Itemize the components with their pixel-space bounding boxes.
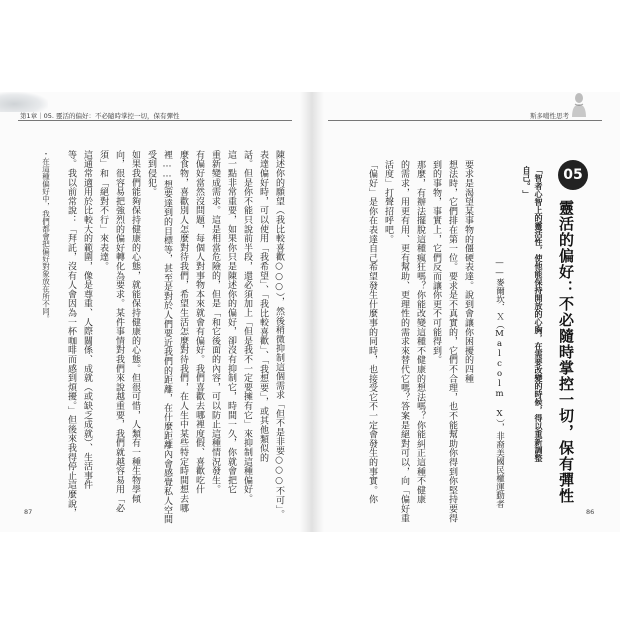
body-line: 活度」打聲招呼吧。 xyxy=(383,160,393,244)
body-line: 那麼，有辦法擺脫這種瘋狂嗎？你能改變這種不健康的想法嗎？你能糾正這種不健康 xyxy=(415,160,425,505)
body-line: 陳述你的願望（我比較喜歡○○○），然後稍微抑制這個需求「但不是非要○○○不可」。 xyxy=(274,150,284,519)
chapter-number-badge: 05 xyxy=(558,160,588,190)
body-line: 須」和「絕對不行」來表達。 xyxy=(98,150,108,271)
body-line: 等。我以前常說：「拜託，沒有人會因為一杯咖啡而感到煩擾。」但後來我得停止這麼說， xyxy=(66,150,76,518)
body-line: 裡……想要達到的目標等，甚至是對於人們要近我們的距離，在什麼距離內會感覺私人空間 xyxy=(162,150,172,524)
margin-note: ・在這種偏好中，我們都會把偏好對象放在所不同。 xyxy=(41,150,51,323)
body-line: 有偏好當然沒問題，每個人對事物本來就會有偏好。我們喜歡去哪裡度假、喜歡吃什 xyxy=(194,150,204,495)
body-line: 的需求，用更有用、更有幫助、更理性的需求來替代它嗎？答案是絕對可以，向「偏好重 xyxy=(399,160,409,523)
body-line: 這通常適用於比較大的範圍，像是尊重、人際關係、成就（或缺乏成就）、生活事件 xyxy=(82,150,92,490)
page-number-right: 86 xyxy=(586,508,595,516)
header-rule-right xyxy=(328,120,602,121)
quote-line: 「智者心智上的靈活性，使他能保持開放的心胸，在需要改變的時候，得以重新調整 xyxy=(534,166,543,462)
body-line: 「偏好」是你在表達自己希望發生什麼事的同時，也接受它不一定會發生的事實。你 xyxy=(367,160,377,505)
body-line: 如果我們能夠保持健康的心態，就能保持健康的心態。但很可惜，人類有一種生物學傾 xyxy=(130,150,140,504)
header-rule-left xyxy=(18,120,292,121)
running-header-right: 斯多噶性思考 xyxy=(530,112,569,120)
body-line: 麼食物，喜歡別人怎麼對待我們，希望生活怎麼對待我們，在人生中某些特定時間想去哪 xyxy=(178,150,188,513)
body-line: 要求是渴望某事物的僵硬表達。說到會讓你困擾的四種 xyxy=(463,160,473,384)
gutter-shadow xyxy=(300,92,324,532)
cloud-decoration xyxy=(0,92,48,112)
running-header-left: 第1章｜05. 靈活的偏好：不必隨時掌控一切，保有彈性 xyxy=(20,112,180,120)
body-line: 到的事物，事實上，它們反而讓你更不可能得到。 xyxy=(431,160,441,365)
quote-line: 自己。」 xyxy=(522,166,531,198)
body-line: 這一點非常重要，如果你只是陳述你的偏好，卻沒有抑制它，時間一久，你就會把它 xyxy=(226,150,236,495)
body-line: 重新變成需求。這是相當危險的，但是「和它後面的內容，可以防止這種情況發生。 xyxy=(210,150,220,495)
bust-statue-icon xyxy=(566,92,592,118)
body-line: 話。但是你不能只說前半段，還必須加上「但是我不一定要擁有它」來抑制這種偏好。 xyxy=(242,150,252,504)
page-number-left: 87 xyxy=(24,508,33,516)
body-line: 向，很容易把強烈的偏好轉化為要求。某件事情對我們來說越重要，我們就越容易用「必 xyxy=(114,150,124,513)
body-line: 受到侵犯。 xyxy=(146,150,156,197)
body-line: 表達偏好時，可以使用「我希望」、「我比較喜歡」、「我想要」，或其他類似的 xyxy=(258,150,268,463)
body-line: 想法時，它們排在第一位。要求是不真實的，它們不合理，也不能幫助你得到你堅持要得 xyxy=(447,160,457,523)
quote-attribution: ——麥爾坎．Ｘ（Malcolm X），非裔美國民權運動者 xyxy=(494,258,505,509)
chapter-title: 靈活的偏好：不必隨時掌控一切，保有彈性 xyxy=(557,200,575,504)
